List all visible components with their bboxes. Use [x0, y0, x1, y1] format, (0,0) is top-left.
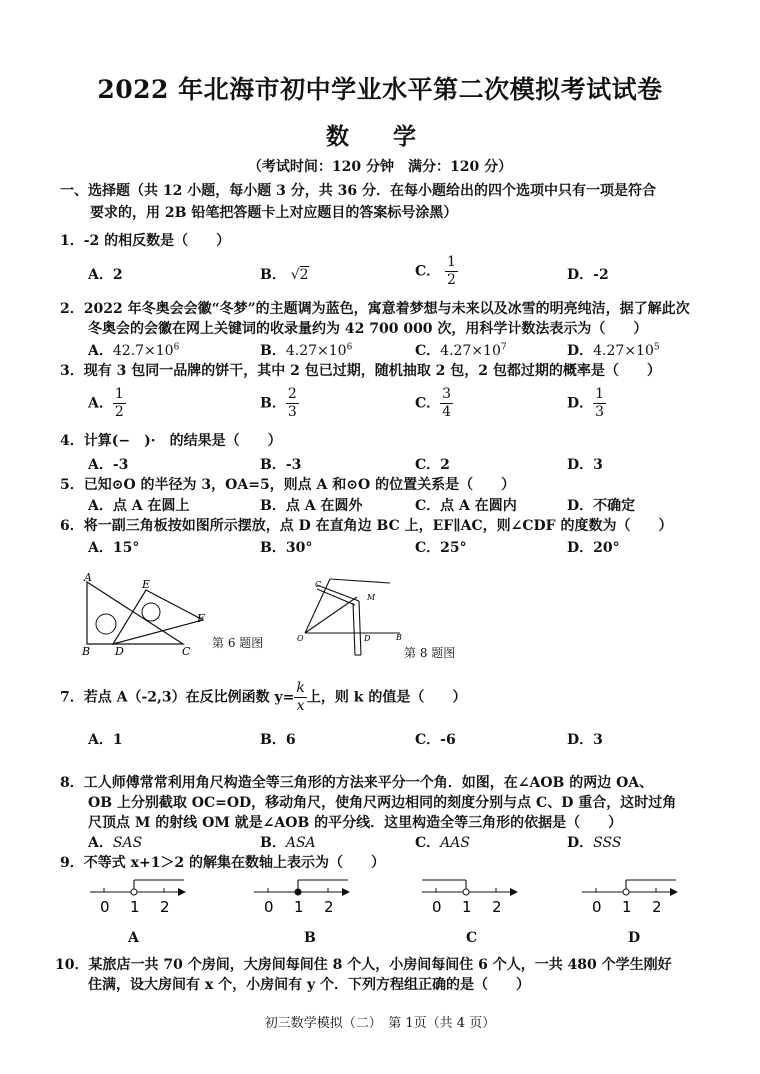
fig6-label-d: D [115, 645, 124, 658]
tick-label-1: 1 [622, 898, 632, 916]
q5-option-c: C．点 A 在圆内 [415, 498, 517, 514]
q6-option-c: C．25° [415, 540, 467, 556]
q1-option-c [415, 254, 458, 289]
fig8-label-m: M [367, 593, 376, 602]
q3-option-c [415, 386, 453, 421]
q8-option-a-label: A． [88, 835, 113, 851]
q2-option-a-value: 42.7×10 [112, 343, 174, 359]
figure-8-diagram [295, 575, 415, 660]
q2-line2: 冬奥会的会徽在网上关键词的收录量约为 42 700 000 次，用科学计数法表示为（ ） [88, 321, 648, 337]
exam-title: 2022 年北海市初中学业水平第二次模拟考试试卷 [97, 75, 663, 104]
square-arm-2-inner [359, 601, 361, 655]
figure-6-caption: 第 6 题图 [212, 636, 264, 650]
q1-option-b-label: B． [260, 267, 286, 283]
q8-option-a [88, 832, 142, 852]
q2-option-d [567, 340, 660, 360]
figure-6-diagram [78, 572, 218, 657]
q2-option-b-value: 4.27×10 [285, 343, 347, 359]
q8-option-a-value: SAS [112, 835, 143, 851]
q3-option-b-fraction [286, 386, 299, 421]
q7-stem [60, 680, 466, 715]
q6-option-b: B．30° [260, 540, 313, 556]
page-footer: 初三数学模拟（二） 第 1页（共 4 页） [264, 1016, 496, 1031]
q3-option-b [260, 386, 299, 421]
q4-stem: 4．计算(− )· 的结果是（ ） [60, 433, 282, 449]
q8-option-d-value: SSS [593, 835, 622, 851]
q10-line2: 住满，设大房间有 x 个，小房间有 y 个．下列方程组正确的是（ ） [88, 977, 530, 993]
q2-option-b [260, 340, 352, 360]
tick-label-0: 0 [264, 898, 274, 916]
q3-stem: 3．现有 3 包同一品牌的饼干，其中 2 包已过期，随机抽取 2 包，2 包都过期的概率是（ ） [60, 363, 661, 379]
q8-option-c-label: C． [415, 835, 441, 851]
q1-fraction [445, 254, 458, 289]
tick-label-2: 2 [160, 898, 170, 916]
tick-label-1: 1 [462, 898, 472, 916]
q9-label-d: D [628, 930, 641, 946]
tick-label-1: 1 [130, 898, 140, 916]
q9-stem: 9．不等式 x+1＞2 的解集在数轴上表示为（ ） [60, 855, 386, 871]
q4-option-a: A．-3 [88, 457, 129, 473]
q3-option-a [88, 386, 126, 421]
q3-option-b-label: B． [260, 395, 286, 412]
fig8-label-c: C [315, 580, 322, 589]
q5-option-b: B．点 A 在圆外 [260, 498, 363, 514]
q7-stem-pre: 7．若点 A（-2,3）在反比例函数 y= [60, 689, 295, 706]
q1-option-c-label: C． [415, 263, 441, 280]
q9-label-c: C [466, 930, 478, 946]
q7-stem-post: 上，则 k 的值是（ ） [306, 689, 467, 706]
q7-fraction [294, 680, 306, 715]
q3-option-d-fraction [593, 386, 606, 421]
q1-option-b [260, 264, 309, 284]
q7-option-b: B．6 [260, 732, 296, 748]
q4-option-b: B．-3 [260, 457, 302, 473]
q8-option-b [260, 832, 316, 852]
q2-option-c-label: C． [415, 343, 441, 359]
q8-option-d-label: D． [567, 835, 594, 851]
open-point [463, 889, 469, 895]
exam-info: （考试时间：120 分钟 满分：120 分） [247, 159, 513, 175]
q1-stem: 1．-2 的相反数是（ ） [60, 233, 231, 249]
circle-hole-1 [96, 614, 116, 634]
q1-option-d: D．-2 [567, 267, 609, 283]
q2-option-a [88, 340, 179, 360]
q2-line1: 2．2022 年冬奥会会徽“冬梦”的主题调为蓝色，寓意着梦想与未来以及冰雪的明亮纯洁，据了解此次 [60, 301, 690, 317]
tick-label-0: 0 [100, 898, 110, 916]
q6-option-a: A．15° [88, 540, 140, 556]
number-line-c [420, 872, 520, 917]
square-arm-2 [353, 603, 355, 655]
fig8-label-d: D [364, 634, 371, 643]
q8-option-c-value: AAS [440, 835, 470, 851]
q1-option-a: A．2 [88, 267, 123, 283]
fraction-denominator: 3 [287, 404, 297, 420]
q8-option-d [567, 832, 621, 852]
q3-option-d [567, 386, 606, 421]
q9-label-a: A [128, 930, 139, 946]
fig6-label-a: A [84, 571, 92, 584]
q5-option-d: D．不确定 [567, 498, 636, 514]
fraction-denominator: 2 [114, 404, 124, 420]
q2-option-c-value: 4.27×10 [440, 343, 501, 359]
q8-line2: OB 上分别截取 OC=OD，移动角尺，使角尺两边相同的刻度分别与点 C、D 重合，这时过角 [88, 795, 677, 811]
q9-label-b: B [304, 930, 316, 946]
q8-option-c [415, 832, 470, 852]
fig6-label-c: C [182, 645, 191, 658]
q7-option-a: A．1 [88, 732, 123, 748]
section1-instructions-line1: 一、选择题（共 12 小题，每小题 3 分，共 36 分．在每小题给出的四个选项中只有一项是符合 [60, 183, 656, 199]
q3-option-a-label: A． [88, 395, 113, 412]
q1-sqrt-radicand: 2 [299, 267, 309, 283]
fig6-label-f: F [197, 612, 205, 625]
q8-line1: 8．工人师傅常常利用角尺构造全等三角形的方法来平分一个角．如图，在∠AOB 的两边 OA、 [60, 775, 654, 791]
fraction-numerator: 2 [287, 386, 297, 402]
q8-option-b-label: B． [260, 835, 286, 851]
fig8-label-o: O [297, 634, 304, 643]
fraction-numerator: 1 [447, 254, 456, 270]
q6-stem: 6．将一副三角板按如图所示摆放，点 D 在直角边 BC 上，EF∥AC，则∠CDF 的度数为（ ） [60, 518, 673, 534]
subject-heading: 数 学 [325, 123, 434, 150]
open-point [131, 889, 137, 895]
q7-option-c: C．-6 [415, 732, 456, 748]
fraction-numerator: 1 [595, 386, 605, 402]
fraction-numerator: 3 [442, 386, 452, 402]
fraction-denominator: 2 [447, 272, 456, 288]
q8-line3: 尺顶点 M 的射线 OM 就是∠AOB 的平分线．这里构造全等三角形的依据是（ ） [88, 815, 623, 831]
q3-option-a-fraction [113, 386, 126, 421]
q2-option-c [415, 340, 507, 360]
tick-label-2: 2 [492, 898, 502, 916]
axis-arrow [670, 888, 678, 896]
q2-option-d-value: 4.27×10 [593, 343, 654, 359]
q4-option-d: D．3 [567, 457, 603, 473]
fig6-label-e: E [142, 578, 151, 591]
fraction-denominator: 4 [442, 404, 452, 420]
triangle-abc [87, 582, 183, 644]
q2-option-d-exp: 5 [653, 342, 660, 353]
fraction-numerator: 1 [114, 386, 124, 402]
q3-option-d-label: D． [567, 395, 594, 412]
q2-option-c-exp: 7 [500, 342, 507, 353]
closed-point [295, 889, 301, 895]
q2-option-b-exp: 6 [346, 342, 353, 353]
axis-arrow [342, 888, 350, 896]
circle-hole-2 [142, 603, 160, 621]
q10-line1: 10．某旅店一共 70 个房间，大房间每间住 8 个人，小房间每间住 6 个人，一共 480 个学生刚好 [55, 957, 672, 973]
q2-option-d-label: D． [567, 343, 594, 359]
q7-option-d: D．3 [567, 732, 603, 748]
tick-label-0: 0 [592, 898, 602, 916]
q3-option-c-fraction [440, 386, 453, 421]
number-line-d [580, 872, 680, 917]
q2-option-b-label: B． [260, 343, 286, 359]
figure-8-caption: 第 8 题图 [404, 646, 456, 660]
open-point [623, 889, 629, 895]
q2-option-a-label: A． [88, 343, 113, 359]
q3-option-c-label: C． [415, 395, 441, 412]
square-top [330, 579, 390, 583]
q6-option-d: D．20° [567, 540, 620, 556]
axis-arrow [178, 888, 186, 896]
fraction-denominator: x [296, 698, 305, 714]
tick-label-1: 1 [294, 898, 304, 916]
q5-option-a: A．点 A 在圆上 [88, 498, 190, 514]
fig6-label-b: B [82, 645, 91, 658]
tick-label-2: 2 [324, 898, 334, 916]
fraction-numerator: k [296, 680, 305, 696]
number-line-a [88, 872, 188, 917]
axis-arrow [510, 888, 518, 896]
q2-option-a-exp: 6 [173, 342, 180, 353]
q5-stem: 5．已知⊙O 的半径为 3，OA=5，则点 A 和⊙O 的位置关系是（ ） [60, 477, 516, 493]
fig8-label-b: B [396, 633, 402, 642]
fraction-denominator: 3 [595, 404, 605, 420]
section1-instructions-line2: 要求的，用 2B 铅笔把答题卡上对应题目的答案标号涂黑） [90, 205, 458, 221]
q8-option-b-value: ASA [285, 835, 316, 851]
tick-label-0: 0 [432, 898, 442, 916]
tick-label-2: 2 [652, 898, 662, 916]
q4-option-c: C．2 [415, 457, 450, 473]
sqrt-symbol: √2 [290, 267, 309, 283]
number-line-b [252, 872, 352, 917]
